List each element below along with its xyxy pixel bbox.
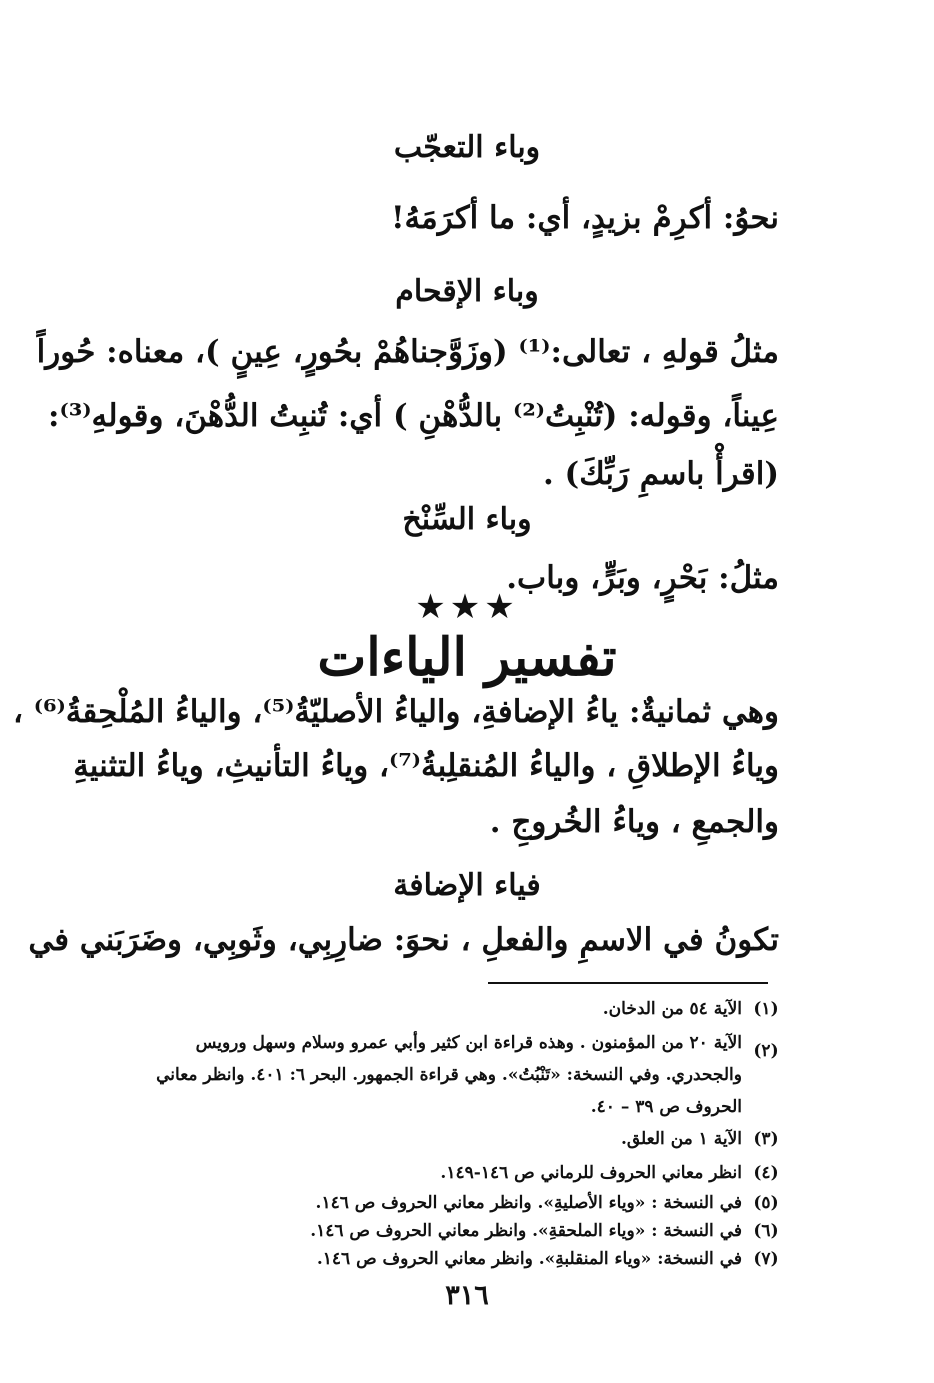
heading-taajjub: وباء التعجّب (393, 130, 541, 165)
tafsir-text-line-2: وياءُ الإطلاقِ ، والياءُ المُنقلِبةُ⁽⁷⁾، وياءُ التأنيثِ، وياءُ التثنيةِ (73, 748, 779, 784)
taajjub-text: نحوُ: أكرِمْ بزيدٍ، أي: ما أكرَمَهُ! (390, 200, 779, 236)
footnote-text: الآية ٥٤ من الدخان. (602, 999, 742, 1019)
footnote-text: في النسخة: «وياء المنقلبةِ». وانظر معاني الحروف ص ١٤٦. (316, 1249, 742, 1269)
iqham-text-line-1: مثلُ قولهِ ، تعالى:⁽¹⁾ (وزَوَّجناهُمْ بحُورٍ، عِينٍ )، معناه: حُوراً (36, 334, 779, 370)
footnote-number: (٥) (753, 1193, 779, 1213)
footnote-number: (٤) (753, 1163, 779, 1183)
footnote-number: (١) (753, 999, 779, 1019)
footnote-number: (٣) (753, 1129, 779, 1149)
footnote-separator (488, 982, 768, 984)
heading-iqham: وباء الإقحام (395, 274, 539, 309)
tafsir-text-line-3: والجمعِ ، وياءُ الخُروجِ . (489, 804, 779, 840)
chapter-title: تفسير الياءات (317, 627, 617, 688)
footnote-text: الحروف ص ٣٩ – ٤٠. (590, 1097, 742, 1117)
footnote-text: في النسخة : «وياء الملحقةِ». وانظر معاني الحروف ص ١٤٦. (310, 1221, 742, 1241)
section-divider-stars: ★★★ (415, 587, 519, 627)
iqham-text-line-3: (اقرأْ باسمِ رَبِّكَ) . (542, 456, 779, 492)
footnote-text: والجحدري. وفي النسخة: «تَنْبُتُ». وهي قراءة الجمهور. البحر ٦: ٤٠١. وانظر معاني (156, 1065, 742, 1085)
heading-idafa: فياء الإضافة (393, 868, 541, 903)
tafsir-text-line-1: وهي ثمانيةٌ: ياءُ الإضافةِ، والياءُ الأصليّةُ⁽⁵⁾، والياءُ المُلْحِقةُ⁽⁶⁾ ، (12, 694, 779, 730)
footnote-number: (٦) (753, 1221, 779, 1241)
sankh-text: مثلُ: بَحْرٍ، وبَرٍّ، وباب. (506, 560, 779, 596)
footnote-text: انظر معاني الحروف للرماني ص ١٤٦-١٤٩. (440, 1163, 742, 1183)
footnote-text: في النسخة : «وياء الأصليةِ». وانظر معاني الحروف ص ١٤٦. (315, 1193, 742, 1213)
footnote-text: الآية ١ من العلق. (620, 1129, 742, 1149)
idafa-text-line-1: تكونُ في الاسمِ والفعلِ ، نحوَ: ضارِبِي، وثَوبِي، وضَرَبَني في (28, 922, 779, 958)
page-number: ٣١٦ (445, 1280, 489, 1311)
footnote-number: (٢) (753, 1041, 779, 1061)
footnote-number: (٧) (753, 1249, 779, 1269)
heading-sankh: وباء السِّنْخ (402, 502, 532, 537)
footnote-text: الآية ٢٠ من المؤمنون . وهذه قراءة ابن كثير وأبي عمرو وسلام وسهل ورويس (195, 1033, 742, 1053)
iqham-text-line-2: عِيناً، وقوله: (تُنْبِتُ⁽²⁾ بالدُّهْنِ ) أي: تُنبِتُ الدُّهْنَ، وقولهِ⁽³⁾: (48, 398, 779, 434)
